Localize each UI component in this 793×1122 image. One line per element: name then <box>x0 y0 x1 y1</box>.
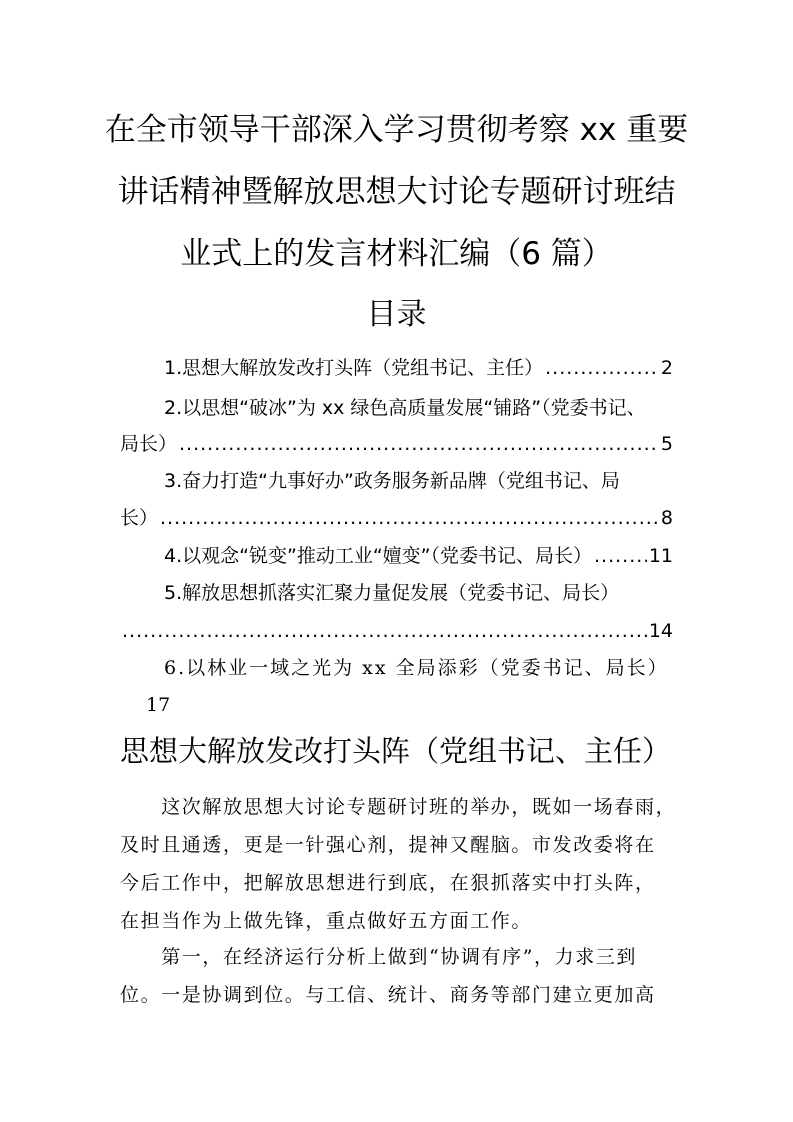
toc-entry-2-continued[interactable] <box>120 429 673 459</box>
toc-leader <box>122 616 647 646</box>
toc-page-number: 11 <box>648 545 673 567</box>
toc-entry-text: 长） <box>120 507 159 529</box>
toc-entry-5-continued[interactable] <box>120 616 673 646</box>
toc-entry-text: 6.以林业一域之光为 xx 全局添彩（党委书记、局长） <box>164 657 669 679</box>
paragraph-line: 位。一是协调到位。与工信、统计、商务等部门建立更加高 <box>120 984 656 1006</box>
toc-leader <box>594 541 647 571</box>
body-paragraph-2 <box>120 938 680 1014</box>
toc-heading: 目录 <box>366 297 427 332</box>
document-title-line-1: 在全市领导干部深入学习贯彻考察 xx 重要 <box>104 112 689 148</box>
toc-entry-6-continued[interactable] <box>146 690 246 720</box>
paragraph-line: 这次解放思想大讨论专题研讨班的举办，既如一场春雨， <box>120 796 677 818</box>
toc-entry-4[interactable] <box>120 541 673 571</box>
toc-page-number: 2 <box>660 357 673 379</box>
document-title-line-3: 业式上的发言材料汇编（6 篇） <box>180 236 613 272</box>
document-title-line-2: 讲话精神暨解放思想大讨论专题研讨班结 <box>117 174 676 210</box>
toc-entry-text: 2.以思想“破冰”为 xx 绿色高质量发展“铺路”（党委书记、 <box>164 397 646 419</box>
toc-entry-3-continued[interactable] <box>120 503 673 533</box>
paragraph-line: 在担当作为上做先锋，重点做好五方面工作。 <box>120 910 533 932</box>
toc-entry-5[interactable] <box>120 578 673 608</box>
toc-entry-1[interactable] <box>120 353 673 383</box>
toc-entry-text: 5.解放思想抓落实汇聚力量促发展（党委书记、局长） <box>164 582 620 604</box>
toc-entry-text: 3.奋力打造“九事好办”政务服务新品牌（党组书记、局 <box>164 470 620 492</box>
toc-entry-text: 1.思想大解放发改打头阵（党组书记、主任） <box>164 357 544 379</box>
paragraph-line: 今后工作中，把解放思想进行到底，在狠抓落实中打头阵， <box>120 872 656 894</box>
toc-page-number: 14 <box>648 620 673 642</box>
toc-page-number: 17 <box>146 694 171 716</box>
toc-leader <box>545 353 659 383</box>
toc-entry-6[interactable] <box>120 653 673 683</box>
toc-entry-text: 4.以观念“锐变”推动工业“嬗变”（党委书记、局长） <box>164 545 593 567</box>
toc-leader <box>179 429 659 459</box>
body-paragraph-1 <box>120 788 680 940</box>
section-heading: 思想大解放发改打头阵（党组书记、主任） <box>120 734 672 768</box>
paragraph-line: 及时且通透，更是一针强心剂，提神又醒脑。市发改委将在 <box>120 834 656 856</box>
toc-leader <box>160 503 659 533</box>
paragraph-line: 第一，在经济运行分析上做到“协调有序”，力求三到 <box>120 946 638 968</box>
toc-entry-3[interactable] <box>120 466 673 496</box>
toc-entry-text: 局长） <box>120 433 178 455</box>
toc-entry-2[interactable] <box>120 393 673 423</box>
toc-page-number: 5 <box>660 433 673 455</box>
toc-page-number: 8 <box>660 507 673 529</box>
